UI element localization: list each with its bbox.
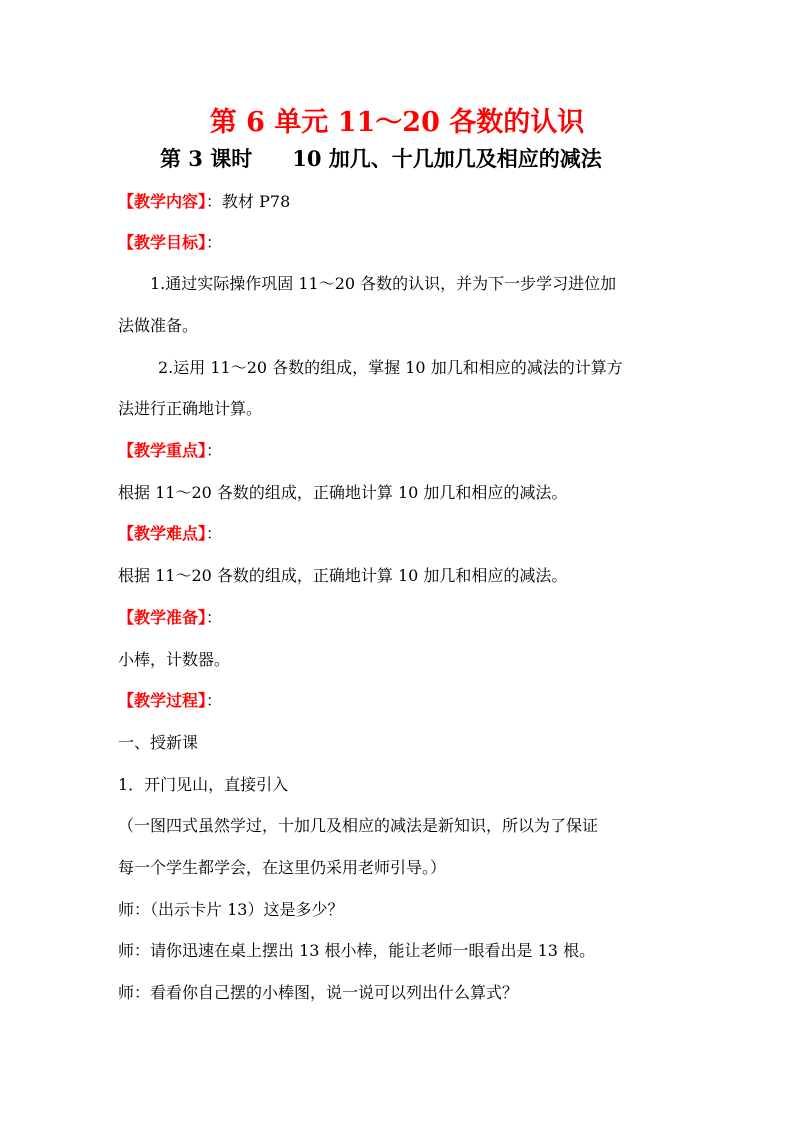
difficulty-heading-line bbox=[118, 522, 222, 546]
process-heading-line bbox=[118, 689, 222, 713]
difficulty-heading: 【教学难点】： bbox=[118, 524, 223, 543]
key-text: 根据 11～20 各数的组成，正确地计算 10 加几和相应的减法。 bbox=[118, 483, 568, 502]
prep-text: 小棒，计数器。 bbox=[118, 650, 231, 669]
prep-heading: 【教学准备】： bbox=[118, 608, 223, 627]
content-line bbox=[118, 190, 290, 214]
unit-title: 第 6 单元 11～20 各数的认识 bbox=[209, 107, 585, 138]
content-text: 教材 P78 bbox=[222, 192, 291, 211]
content-heading: 【教学内容】： bbox=[118, 192, 223, 211]
teacher-line2: 师：请你迅速在桌上摆出 13 根小棒，能让老师一眼看出是 13 根。 bbox=[118, 941, 596, 960]
goal2-line2: 法进行正确地计算。 bbox=[118, 399, 263, 418]
teacher-line3: 师：看看你自己摆的小棒图，说一说可以列出什么算式？ bbox=[118, 983, 519, 1002]
part1-heading: 一、授新课 bbox=[118, 733, 199, 752]
process-heading: 【教学过程】： bbox=[118, 691, 223, 710]
goal1-line2: 法做准备。 bbox=[118, 316, 199, 335]
goal2-line1: 2.运用 11～20 各数的组成，掌握 10 加几和相应的减法的计算方 bbox=[158, 358, 623, 377]
step1-heading: 1．开门见山，直接引入 bbox=[118, 775, 289, 794]
goals-heading-line bbox=[118, 231, 222, 255]
goal1-line1: 1.通过实际操作巩固 11～20 各数的认识，并为下一步学习进位加 bbox=[150, 274, 617, 293]
note-line1: （一图四式虽然学过，十加几及相应的减法是新知识，所以为了保证 bbox=[118, 816, 599, 835]
key-heading-line bbox=[118, 439, 222, 463]
goals-heading: 【教学目标】： bbox=[118, 233, 223, 252]
key-heading: 【教学重点】： bbox=[118, 441, 223, 460]
prep-heading-line bbox=[118, 606, 222, 630]
teacher-line1: 师：（出示卡片 13）这是多少？ bbox=[118, 900, 344, 919]
note-line2: 每一个学生都学会，在这里仍采用老师引导。） bbox=[118, 858, 447, 877]
lesson-topic: 10 加几、十几加几及相应的减法 bbox=[292, 146, 602, 171]
difficulty-text: 根据 11～20 各数的组成，正确地计算 10 加几和相应的减法。 bbox=[118, 566, 568, 585]
lesson-subtitle bbox=[160, 143, 602, 173]
lesson-number: 第 3 课时 bbox=[160, 146, 253, 171]
